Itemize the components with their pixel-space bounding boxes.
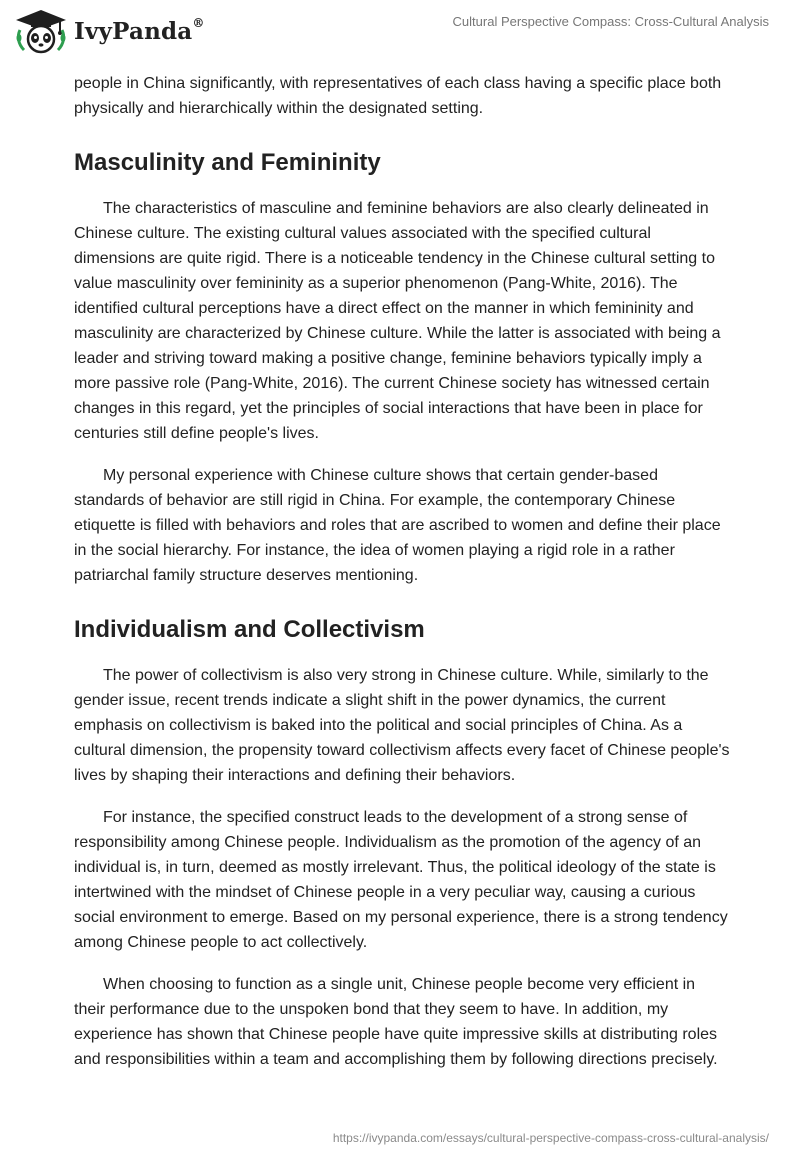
paragraph: My personal experience with Chinese culture shows that certain gender-based standards of behavior are still rigid in China. For example, the contemporary Chinese etiquette is filled with behaviors and roles that are ascribed to women and define their place in the social hierarchy. For instance, the idea of women playing a rigid role in a rather patriarchal family structure deserves mentioning. (74, 467, 721, 584)
section-heading-masculinity: Masculinity and Femininity (74, 149, 381, 176)
registered-mark: ® (192, 15, 205, 30)
panda-graduation-cap-icon (14, 8, 68, 54)
page-header (0, 0, 800, 64)
paragraph: For instance, the specified construct leads to the development of a strong sense of responsibility among Chinese people. Individualism as the promotion of the agency of an individual is, in turn, deemed as mostly irrelevant. Thus, the political ideology of the state is intertwined with the mindset of Chinese people in a very peculiar way, causing a curious social environment to emerge. Based on my personal experience, there is a strong tendency among Chinese people to act collectively. (74, 809, 728, 951)
logo-text: IvyPanda (74, 17, 193, 45)
ivypanda-logo[interactable] (14, 8, 205, 54)
paragraph: When choosing to function as a single unit, Chinese people become very efficient in their performance due to the unspoken bond that they seem to have. In addition, my experience has shown that Chinese people have quite impressive skills at distributing roles and responsibilities within a team and accomplishing them by following directions precisely. (74, 976, 718, 1068)
paragraph: The power of collectivism is also very strong in Chinese culture. While, similarly to the gender issue, recent trends indicate a slight shift in the power dynamics, the current emphasis on collectivism is baked into the political and social principles of China. As a cultural dimension, the propensity toward collectivism affects every facet of Chinese people's lives by shaping their interactions and defining their behaviors. (74, 667, 730, 784)
document-title: Cultural Perspective Compass: Cross-Cultural Analysis (452, 14, 769, 29)
section-heading-individualism: Individualism and Collectivism (74, 616, 425, 643)
logo-wordmark (74, 15, 205, 45)
paragraph: The characteristics of masculine and feminine behaviors are also clearly delineated in Chinese culture. The existing cultural values associated with the specified cultural dimensions are quite rigid. There is a noticeable tendency in the Chinese cultural setting to value masculinity over femininity as a superior phenomenon (Pang-White, 2016). The identified cultural perceptions have a direct effect on the manner in which femininity and masculinity are characterized by Chinese culture. While the latter is associated with being a leader and striving toward making a positive change, feminine behaviors typically imply a more passive role (Pang-White, 2016). The current Chinese society has witnessed certain changes in this regard, yet the principles of social interactions that have been in place for centuries still define people's lives. (74, 200, 721, 442)
intro-paragraph: people in China significantly, with representatives of each class having a specific place both physically and hierarchically within the designated setting. (74, 75, 722, 117)
essay-content (74, 71, 730, 1089)
source-url-link[interactable]: https://ivypanda.com/essays/cultural-perspective-compass-cross-cultural-analysis/ (332, 1131, 769, 1145)
